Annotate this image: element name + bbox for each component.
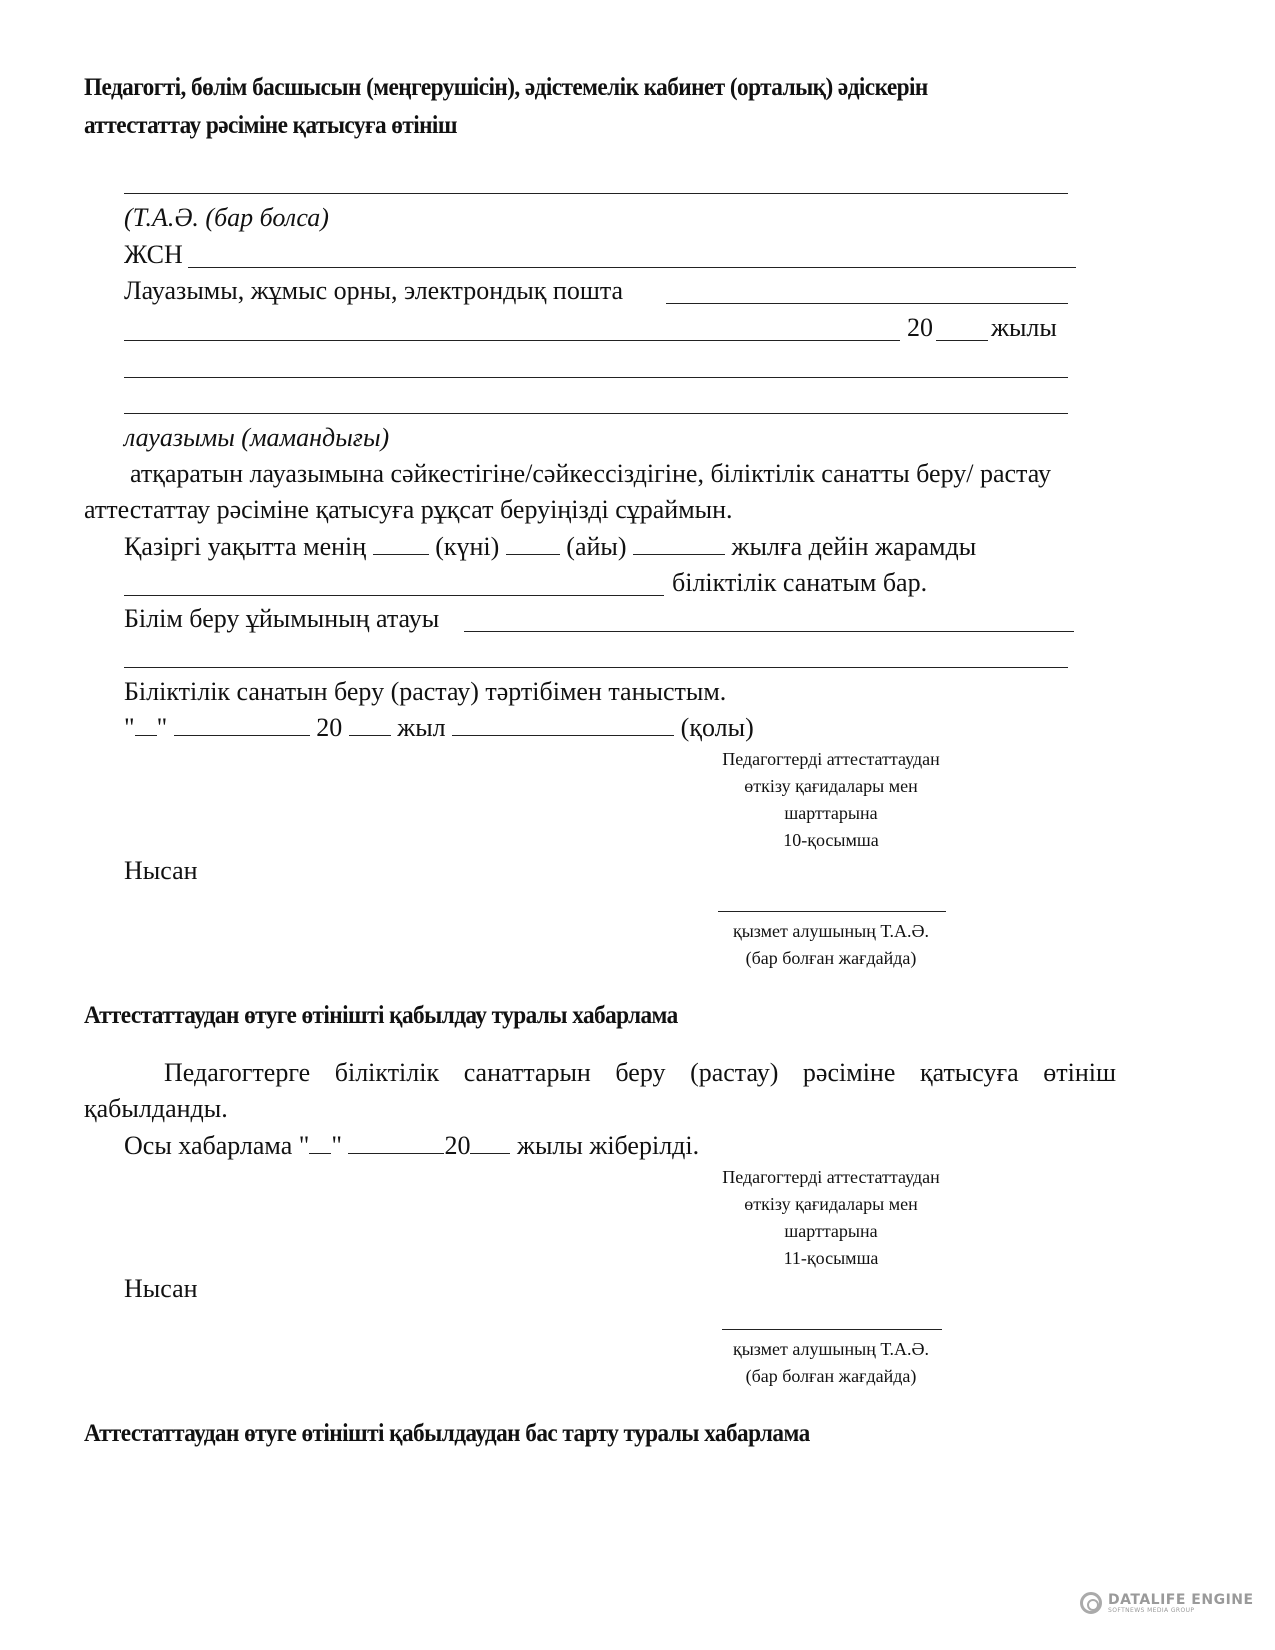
year-input-line[interactable] (936, 340, 988, 341)
request-line1: атқаратын лауазымына сәйкестігіне/сәйкессіздігіне, біліктілік санатты беру/ растау (130, 459, 1051, 488)
month-input[interactable] (506, 532, 560, 555)
position-specialty-label: лауазымы (мамандығы) (124, 423, 390, 452)
annex10-recipient-line[interactable] (718, 911, 946, 912)
current-prefix: Қазіргі уақытта менің (124, 532, 367, 561)
org-label: Білім беру ұйымының атауы (124, 604, 440, 633)
fio-label: (Т.А.Ә. (бар болса) (124, 203, 329, 232)
extra-input-line-3[interactable] (124, 413, 1068, 414)
acquainted-text: Біліктілік санатын беру (растау) тәртібімен таныстым. (124, 677, 727, 706)
signature-label: (қолы) (680, 713, 754, 742)
annex11-block (691, 1164, 971, 1272)
sign-year-word: жыл (397, 713, 446, 742)
notice-accepted-text-line2: қабылданды. (84, 1094, 228, 1123)
sign-day-input[interactable] (135, 713, 157, 736)
notice-month-input[interactable] (348, 1131, 444, 1154)
valid-year-input[interactable] (633, 532, 725, 555)
annex11-recipient-line1: қызмет алушының Т.А.Ә. (732, 1339, 930, 1359)
quote-open: " (124, 713, 135, 742)
year-prefix: 20 (907, 313, 933, 342)
current-category-line (124, 532, 976, 562)
sign-year-input[interactable] (349, 713, 391, 736)
annex10-recipient-block (691, 918, 971, 972)
org-input-line[interactable] (464, 631, 1074, 632)
category-input-line[interactable] (124, 595, 664, 596)
datalife-logo-icon (1080, 1592, 1102, 1614)
notice-accepted-text-line1: Педагогтерге біліктілік санаттарын беру (растау) рәсіміне қатысуға өтініш (164, 1058, 1116, 1087)
annex10-line4: 10-қосымша (783, 830, 879, 850)
iin-label: ЖСН (124, 240, 183, 269)
position-label: Лауазымы, жұмыс орны, электрондық пошта (124, 276, 624, 305)
watermark-brand: DATALIFE ENGINE (1108, 1591, 1254, 1608)
annex11-form-label: Нысан (124, 1274, 198, 1303)
day-input[interactable] (373, 532, 429, 555)
annex10-recipient-line2: (бар болған жағдайда) (745, 948, 917, 968)
day-label: (күні) (435, 532, 500, 561)
quote-close: " (156, 713, 168, 742)
form-title-line2: аттестаттау рәсіміне қатысуға өтініш (84, 112, 457, 139)
watermark (1080, 1592, 1254, 1614)
annex11-line1: Педагогтерді аттестаттаудан (722, 1167, 940, 1187)
notice-year-input[interactable] (470, 1131, 510, 1154)
notice-accepted-title: Аттестаттаудан өтуге өтінішті қабылдау туралы хабарлама (84, 1002, 678, 1029)
extra-input-line-1[interactable] (124, 340, 900, 341)
category-suffix: біліктілік санатым бар. (672, 568, 928, 597)
notice-year-prefix: 20 (444, 1131, 471, 1160)
annex10-line1: Педагогтерді аттестаттаудан (722, 749, 940, 769)
annex10-block (691, 746, 971, 854)
annex10-recipient-line1: қызмет алушының Т.А.Ә. (732, 921, 930, 941)
annex11-recipient-block (691, 1336, 971, 1390)
fio-input-line[interactable] (124, 193, 1068, 194)
org-input-line-2[interactable] (124, 667, 1068, 668)
notice-sent-prefix: Осы хабарлама " (124, 1131, 310, 1160)
signature-input[interactable] (452, 713, 674, 736)
request-line2: аттестаттау рәсіміне қатысуға рұқсат беруіңізді сұраймын. (84, 495, 733, 524)
annex11-recipient-line[interactable] (722, 1329, 942, 1330)
year-suffix: жылы (991, 313, 1057, 342)
iin-input-line[interactable] (188, 267, 1076, 268)
annex10-line3: шарттарына (784, 803, 878, 823)
position-input-line[interactable] (666, 303, 1068, 304)
month-label: (айы) (566, 532, 627, 561)
extra-input-line-2[interactable] (124, 377, 1068, 378)
annex10-form-label: Нысан (124, 856, 198, 885)
notice-quote-close: " (331, 1131, 342, 1160)
annex11-recipient-line2: (бар болған жағдайда) (745, 1366, 917, 1386)
notice-sent-suffix: жылы жіберілді. (516, 1131, 700, 1160)
annex11-line4: 11-қосымша (783, 1248, 879, 1268)
valid-until-text: жылға дейін жарамды (731, 532, 977, 561)
form-title-line1: Педагогті, бөлім басшысын (меңгерушісін), әдістемелік кабинет (орталық) әдіскерін (84, 74, 928, 101)
annex11-line3: шарттарына (784, 1221, 878, 1241)
notice-refused-title: Аттестаттаудан өтуге өтінішті қабылдаудан бас тарту туралы хабарлама (84, 1420, 810, 1447)
notice-sent-line (124, 1131, 699, 1161)
annex11-line2: өткізу қағидалары мен (744, 1194, 918, 1214)
annex10-line2: өткізу қағидалары мен (744, 776, 918, 796)
sign-year-prefix: 20 (316, 713, 343, 742)
sign-month-input[interactable] (174, 713, 310, 736)
signature-date-line (124, 713, 754, 743)
watermark-sub: SOFTNEWS MEDIA GROUP (1108, 1606, 1195, 1614)
notice-day-input[interactable] (309, 1131, 331, 1154)
